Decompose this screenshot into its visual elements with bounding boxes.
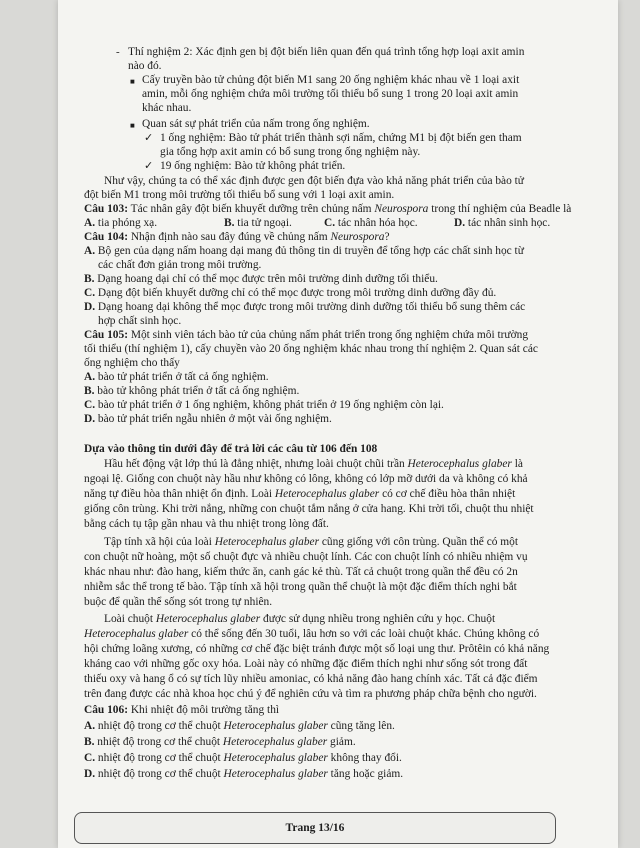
exp2-line: Thí nghiệm 2: Xác định gen bị đột biến liên quan đến quá trình tổng hợp loại axit amin <box>128 46 525 58</box>
option-104-d-cont: hợp chất sinh học. <box>98 315 182 327</box>
option-106-c[interactable]: C. nhiệt độ trong cơ thể chuột Heterocephalus glaber không thay đổi. <box>84 752 402 764</box>
passage-line: nhiễm sắc thể trong tế bào. Tập tính xã hội trong quần thể chuột là một đặc điểm thích nghi bắt <box>84 581 517 593</box>
option-105-a[interactable]: A. bào tử phát triển ở tất cả ống nghiệm. <box>84 371 269 383</box>
passage-line: bằng cách tụ tập gần nhau và thu nhiệt trong lòng đất. <box>84 518 329 530</box>
exp2-bullet-text: Quan sát sự phát triển của nấm trong ống nghiệm. <box>142 118 370 130</box>
option-104-a-cont: các chất đơn giản trong môi trường. <box>98 259 262 271</box>
page-number: Trang 13/16 <box>285 822 345 834</box>
option-106-b[interactable]: B. nhiệt độ trong cơ thể chuột Heterocephalus glaber giảm. <box>84 736 356 748</box>
passage-line: buộc để quần thể sống sót trong tự nhiên. <box>84 596 273 608</box>
option-103-b[interactable]: B. tia tử ngoại. <box>224 217 292 229</box>
exp2-bullet-text: khác nhau. <box>142 102 192 114</box>
bullet-icon: ■ <box>130 77 135 86</box>
passage-line: Tập tính xã hội của loài Heterocephalus glaber cũng giống với côn trùng. Quần thể có một <box>104 536 519 548</box>
option-103-a[interactable]: A. tia phóng xạ. <box>84 217 158 229</box>
option-104-a[interactable]: A. Bộ gen của dạng nấm hoang dại mang đủ thông tin di truyền để tổng hợp các chất sinh học từ <box>84 245 524 257</box>
passage-line: khác nhau như: đào hang, kiếm thức ăn, canh gác kẻ thù. Tất cả chuột trong quần thể đều có 2n <box>84 566 518 578</box>
passage-line: hội chứng loãng xương, có những cơ chế đặc biệt tránh được một số loại ung thư. Prôtêin có khả năng <box>84 643 550 655</box>
exp2-check-text: 1 ống nghiệm: Bào tử phát triển thành sợi nấm, chứng M1 bị đột biến gen tham <box>160 132 522 144</box>
option-105-b[interactable]: B. bào tử không phát triển ở tất cả ống nghiệm. <box>84 385 300 397</box>
exp2-line: nào đó. <box>128 60 162 72</box>
option-106-d[interactable]: D. nhiệt độ trong cơ thể chuột Heterocephalus glaber tăng hoặc giảm. <box>84 768 404 780</box>
passage-line: Hầu hết động vật lớp thú là đẳng nhiệt, nhưng loài chuột chũi trần Heterocephalus glaber là <box>104 458 523 470</box>
passage-line: năng tự điều hòa thân nhiệt ổn định. Loài Heterocephalus glaber có cơ chế điều hòa thân nhiệt <box>84 488 516 500</box>
conclusion-line: Như vậy, chúng ta có thể xác định được gen đột biến đựa vào khả năng phát triển của bào tử <box>104 175 524 187</box>
passage-line: kháng cao với những gốc oxy hóa. Loài này có những đặc điểm thích nghi như sống sót trong đất <box>84 658 528 670</box>
passage-line: trên đang được các nhà khoa học chú ý để nghiên cứu và tìm ra phương pháp chữa bệnh cho người. <box>84 688 537 700</box>
dash-marker: - <box>116 46 120 58</box>
option-104-b[interactable]: B. Dạng hoang dại chỉ có thể mọc được trên môi trường dinh dưỡng tối thiểu. <box>84 273 438 285</box>
option-105-c[interactable]: C. bào tử phát triển ở 1 ống nghiệm, không phát triển ở 19 ống nghiệm còn lại. <box>84 399 444 411</box>
passage-line: Heterocephalus glaber có thể sống đến 30 tuổi, lâu hơn so với các loài chuột khác. Chúng không có <box>84 628 540 640</box>
option-103-d[interactable]: D. tác nhân sinh học. <box>454 217 551 229</box>
question-103-stem: Câu 103: Tác nhân gây đột biến khuyết dưỡng trên chủng nấm Neurospora trong thí nghiệm của Beadle là <box>84 203 572 215</box>
option-104-d[interactable]: D. Dạng hoang dại không thể mọc được trong môi trường dinh dưỡng tối thiểu bổ sung thêm các <box>84 301 526 313</box>
passage-line: ngoại lệ. Giống con chuột này hầu như không có lông, không có lớp mỡ dưới da và không có khả <box>84 473 528 485</box>
question-106-stem: Câu 106: Khi nhiệt độ môi trường tăng thì <box>84 704 280 716</box>
passage-line: giống côn trùng. Khi trời nắng, những con chuột tắm nắng ở cửa hang. Khi trời tối, chuột thu nhiệt <box>84 503 534 515</box>
passage-line: thiếu oxy và hang ổ có sự tích lũy nhiều amoniac, có khả năng đào hang chính xác. Tất cả đặc điểm <box>84 673 538 685</box>
exp2-check-text: gia tổng hợp axit amin có bổ sung trong ống nghiệm này. <box>160 146 421 158</box>
check-icon: ✓ <box>144 160 154 172</box>
passage-line: con chuột nữ hoàng, một số chuột đực và nhiều chuột lính. Các con chuột lính có nhiều nhiệm vụ <box>84 551 528 563</box>
passage-line: Loài chuột Heterocephalus glaber được sử dụng nhiều trong nghiên cứu y học. Chuột <box>104 613 496 625</box>
exp2-bullet-text: amin, mỗi ống nghiệm chứa môi trường tối thiểu bổ sung 1 trong 20 loại axit amin <box>142 88 519 100</box>
question-105-stem-cont: tối thiểu (thí nghiệm 1), cấy chuyền vào 20 ống nghiệm khác nhau trong thí nghiệm 2. Quan sát các <box>84 343 538 355</box>
exp2-bullet-text: Cấy truyền bào tử chủng đột biến M1 sang 20 ống nghiệm khác nhau về 1 loại axit <box>142 74 520 86</box>
option-104-c[interactable]: C. Dạng đột biến khuyết dưỡng chỉ có thể mọc được trong môi trường dinh dưỡng đầy đủ. <box>84 287 497 299</box>
exp2-check-text: 19 ống nghiệm: Bào tử không phát triển. <box>160 160 346 172</box>
bullet-icon: ■ <box>130 121 135 130</box>
option-105-d[interactable]: D. bào tử phát triển ngẫu nhiên ở một vài ống nghiệm. <box>84 413 332 425</box>
page-footer <box>74 812 556 844</box>
question-105-stem-cont: ống nghiệm cho thấy <box>84 357 180 369</box>
question-104-stem: Câu 104: Nhận định nào sau đây đúng về chủng nấm Neurospora? <box>84 231 390 243</box>
option-103-c[interactable]: C. tác nhân hóa học. <box>324 217 418 229</box>
check-icon: ✓ <box>144 132 154 144</box>
passage-heading: Dựa vào thông tin dưới đây để trả lời các câu từ 106 đến 108 <box>84 443 378 455</box>
question-105-stem: Câu 105: Một sinh viên tách bào tử của chủng nấm phát triển trong ống nghiệm chứa môi trường <box>84 329 529 341</box>
option-106-a[interactable]: A. nhiệt độ trong cơ thể chuột Heterocephalus glaber cũng tăng lên. <box>84 720 395 732</box>
document-page <box>58 0 618 848</box>
conclusion-line: đột biến M1 trong môi trường tối thiểu bổ sung với 1 loại axit amin. <box>84 189 395 201</box>
